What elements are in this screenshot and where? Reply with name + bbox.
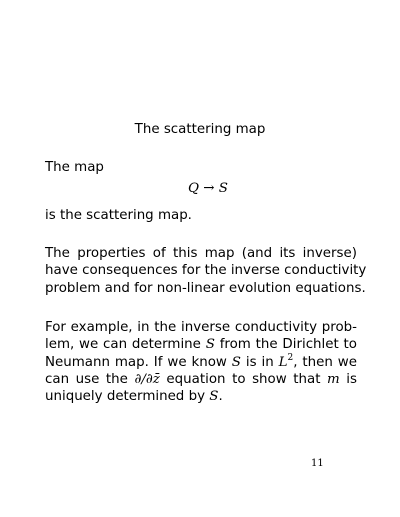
math-variable-l: L <box>278 354 288 370</box>
paragraph-3-line-3 <box>45 354 357 371</box>
display-equation <box>0 180 400 197</box>
paragraph-1-line-1: is the scattering map. <box>45 208 192 223</box>
paragraph-1 <box>45 207 357 224</box>
paragraph-3-line-1: For example, in the inverse conductivity prob- <box>45 320 357 335</box>
text-fragment: is <box>339 371 357 387</box>
paragraph-2-line-2: have consequences for the inverse conductivity <box>45 263 367 279</box>
paragraph-3-line-4 <box>45 371 357 388</box>
math-exponent: 2 <box>287 352 294 363</box>
equation-arrow: → <box>203 181 215 196</box>
paragraph-2 <box>45 245 367 297</box>
text-fragment: , then we <box>293 354 357 370</box>
math-variable-s: S <box>209 389 219 405</box>
math-variable-m: m <box>327 371 340 387</box>
text-fragment: lem, we can determine <box>45 337 206 353</box>
paragraph-3-line-2 <box>45 336 357 353</box>
text-fragment: can use the <box>45 371 135 387</box>
paragraph-2-line-3: problem and for non-linear evolution equations. <box>45 280 366 296</box>
math-operator-dbar: ∂/∂z̄ <box>134 371 160 387</box>
text-fragment: equation to show that <box>159 371 328 387</box>
paragraph-3 <box>45 319 357 405</box>
math-variable-s: S <box>231 354 241 370</box>
text-fragment: Neumann map. If we know <box>45 354 232 370</box>
slide-title: The scattering map <box>134 122 266 137</box>
paragraph-3-line-5 <box>45 388 357 405</box>
math-variable-s: S <box>205 337 215 353</box>
equation-right: S <box>218 181 228 196</box>
text-fragment: from the Dirichlet to <box>214 337 357 353</box>
text-fragment: uniquely determined by <box>45 389 210 405</box>
math-space-l2 <box>278 352 294 370</box>
subheading: The map <box>45 160 104 175</box>
page-number: 11 <box>311 458 324 469</box>
text-fragment: . <box>218 389 223 405</box>
equation-left: Q <box>188 181 200 196</box>
text-fragment: is in <box>240 354 279 370</box>
paragraph-2-line-1: The properties of this map (and its inverse) <box>45 246 357 261</box>
